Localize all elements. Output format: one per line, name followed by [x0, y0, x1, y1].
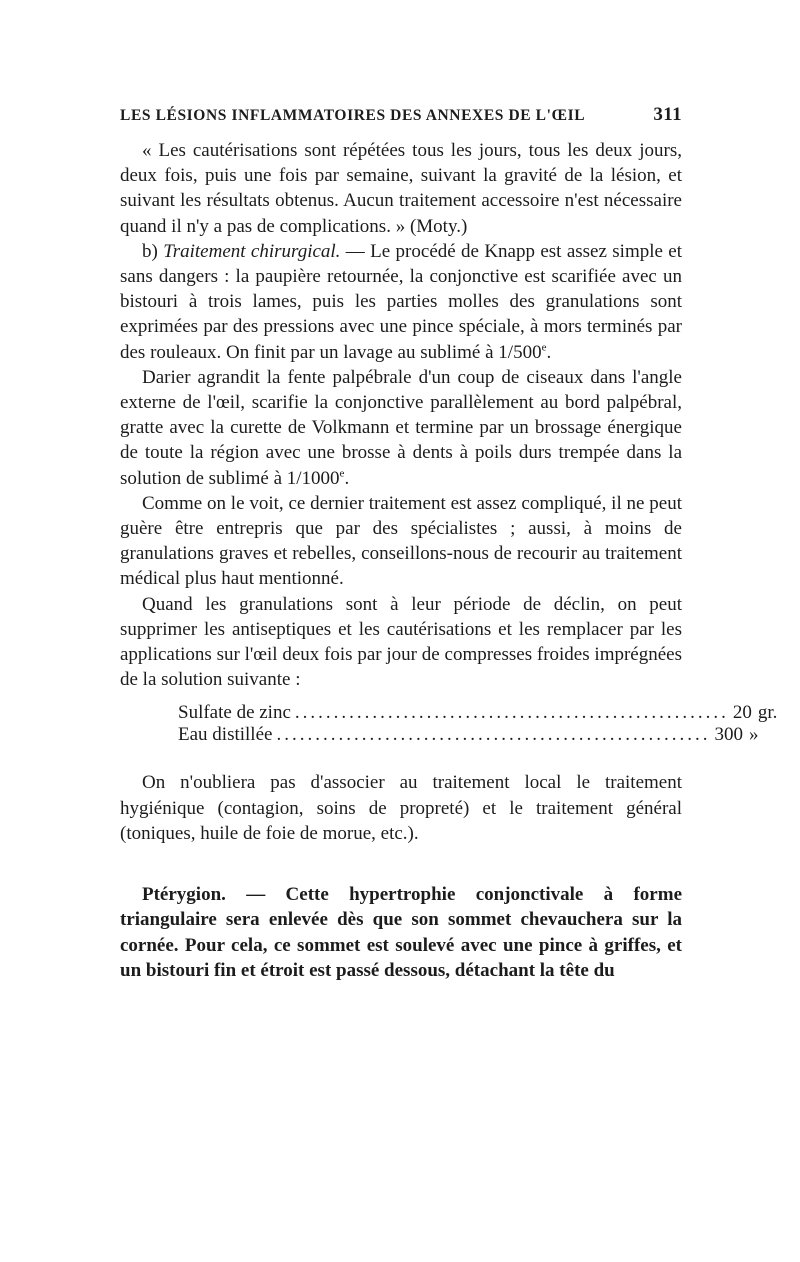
prescription-table: [178, 702, 778, 746]
paragraph-surgical-treatment: [120, 239, 682, 365]
ingredient-quantity: 300: [714, 724, 743, 746]
ingredient-unit: »: [748, 724, 759, 746]
paragraph-darier: [120, 365, 682, 491]
paragraph-text: — Le procédé de Knapp est assez simple et sans dangers : la paupière retournée, la conjonctive est scarifiée avec un bistouri à trois lames, puis les parties molles des granulations sont exprimées par des pressions avec une pince spéciale, à mors terminés par des rouleaux. On finit par un lavage au sublimé à 1/500: [120, 240, 683, 363]
superscript: e: [541, 341, 547, 354]
page-number: 311: [653, 104, 682, 125]
paragraph-moty-quote: [120, 138, 682, 239]
superscript: e: [339, 467, 345, 480]
book-page: [120, 104, 778, 984]
paragraph-text: Comme on le voit, ce dernier traitement est assez compliqué, il ne peut guère être entrepris que par des spécialistes ; aussi, à moins de granulations graves et rebelles, conseillons-nous de recourir au traitement médical plus haut mentionné.: [120, 492, 682, 590]
ingredient-quantity: 20: [732, 702, 752, 724]
prescription-row: [178, 702, 778, 724]
paragraph-text: — Cette hypertrophie conjonctivale à forme triangulaire sera enlevée dès que son sommet chevauchera sur la cornée. Pour cela, ce sommet est soulevé avec une pince à griffes, et un bistouri fin et étroit est passé dessous, détachant la tête du: [120, 884, 682, 982]
ingredient-name: Eau distillée: [178, 724, 273, 746]
period: .: [546, 341, 552, 363]
paragraph-text: « Les cautérisations sont répétées tous les jours, tous les deux jours, deux fois, puis une fois par semaine, suivant la gravité de la lésion, et suivant les résultats obtenus. Aucun traitement accessoire n'est nécessaire quand il n'y a pas de complications. » (Moty.): [120, 140, 682, 237]
paragraph-text: On n'oubliera pas d'associer au traitement local le traitement hygiénique (contagion, soins de propreté) et le traitement général (toniques, huile de foie de morue, etc.).: [120, 772, 682, 844]
surgical-treatment-title: Traitement chirurgical.: [163, 240, 341, 262]
ingredient-name: Sulfate de zinc: [178, 702, 291, 724]
paragraph-pterygion: [120, 882, 682, 984]
prescription-row: [178, 724, 759, 746]
running-title: LES LÉSIONS INFLAMMATOIRES DES ANNEXES DE L'ŒIL: [120, 107, 586, 124]
paragraph-declin: [120, 592, 682, 693]
dot-leader: ........................................................: [276, 724, 711, 746]
paragraph-hygiene: [120, 770, 682, 846]
dot-leader: ........................................................: [294, 702, 729, 724]
pterygion-heading: Ptérygion.: [142, 884, 226, 906]
ingredient-unit: gr.: [757, 702, 778, 724]
pterygion-section: [120, 882, 682, 984]
section-label-b: b): [142, 240, 158, 262]
paragraph-comme-on-le-voit: [120, 491, 682, 592]
running-header: [120, 104, 682, 138]
section-separator: [120, 846, 682, 882]
paragraph-text: Darier agrandit la fente palpébrale d'un coup de ciseaux dans l'angle externe de l'œil, scarifie la conjonctive parallèlement au bord palpébral, gratte avec la curette de Volkmann et termine par un brossage énergique de toute la région avec une brosse à dents à poils durs trempée dans la solution de sublimé à 1/1000: [120, 366, 682, 489]
period: .: [344, 467, 350, 489]
paragraph-text: Quand les granulations sont à leur période de déclin, on peut supprimer les antiseptiques et les cautérisations et les remplacer par les applications sur l'œil deux fois par jour de compresses froides imprégnées de la solution suivante :: [120, 593, 682, 691]
